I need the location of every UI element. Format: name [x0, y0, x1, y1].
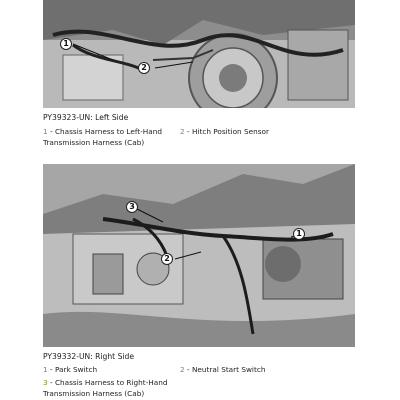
legend-separator: -: [47, 365, 55, 374]
legend-label: Chassis Harness to Right-Hand: [54, 378, 168, 387]
left-side-illustration: [43, 0, 355, 108]
figure2-caption: PY39332-UN: Right Side: [43, 352, 134, 361]
figure1-legend-item-2: [180, 126, 269, 137]
legend-label-line2: Transmission Harness (Cab): [43, 389, 145, 398]
legend-number: 2: [180, 127, 185, 136]
legend-label: Park Switch: [54, 365, 98, 374]
figure-left-side-photo: [43, 0, 355, 108]
figure2-legend-item-3: [43, 377, 167, 399]
right-side-illustration: [43, 164, 355, 347]
legend-label: Hitch Position Sensor: [191, 127, 270, 136]
legend-label-line2: Transmission Harness (Cab): [43, 138, 145, 147]
figure-right-side-photo: [43, 164, 355, 347]
legend-number: 1: [43, 127, 48, 136]
figure1-caption: PY39323-UN: Left Side: [43, 113, 129, 122]
legend-number: 1: [43, 365, 48, 374]
callout-1: 1: [60, 38, 72, 50]
callout-2: 2: [161, 253, 173, 265]
legend-separator: -: [184, 127, 192, 136]
figure1-legend-item-1: [43, 126, 162, 148]
legend-separator: -: [47, 378, 55, 387]
callout-1: 1: [293, 228, 305, 240]
legend-number: 2: [180, 365, 185, 374]
legend-number: 3: [43, 378, 48, 387]
legend-label: Neutral Start Switch: [191, 365, 266, 374]
callout-2: 2: [138, 62, 150, 74]
legend-separator: -: [184, 365, 192, 374]
legend-label: Chassis Harness to Left-Hand: [54, 127, 162, 136]
callout-3: 3: [126, 201, 138, 213]
figure2-legend-item-2: [180, 364, 265, 375]
legend-separator: -: [47, 127, 55, 136]
figure2-legend-item-1: [43, 364, 97, 375]
